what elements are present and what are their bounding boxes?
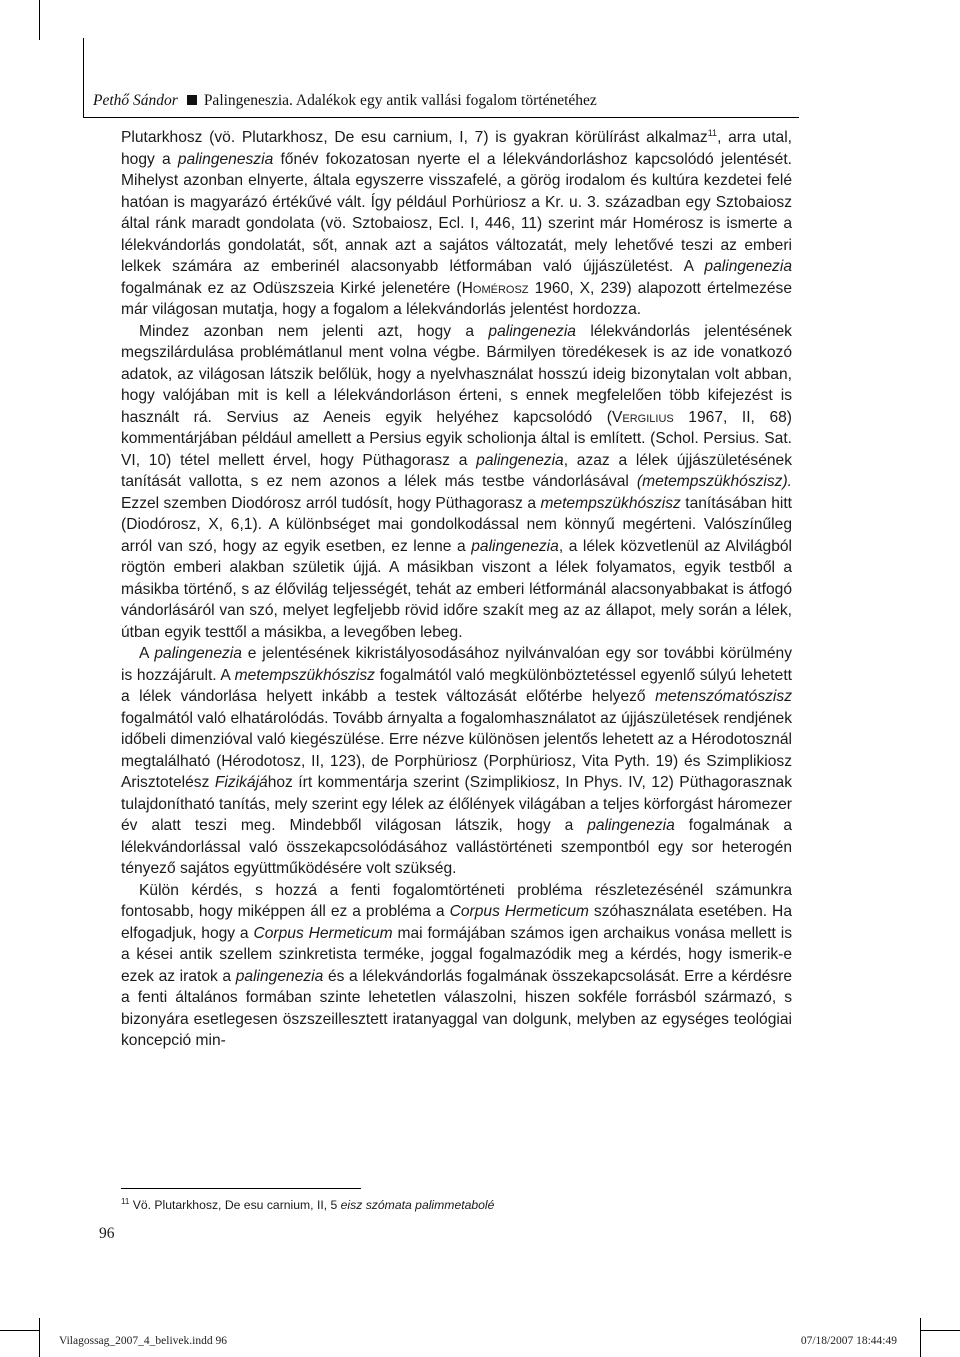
crop-mark (83, 38, 84, 118)
paragraph-3 (121, 643, 792, 880)
text-run: 1960, X, 239) alapozott értelmezése már világosan mutatja, hogy a fogalom a lélekvándorlás jelentést hordozza. (121, 279, 793, 318)
text-run: és a lélekvándorlás fogalmának összekapcsolását. Erre a kérdésre a fenti általános formában szinte lehetetlen válaszolni, hiszen sokféle forrásból származó, s bizonyára esetlegesen öszszeillesztett iratanyaggal van dolgunk, melyben az egységes teológiai koncepció min- (121, 967, 792, 1049)
italic-term: Fizikájá (214, 774, 268, 791)
crop-mark (0, 1330, 40, 1331)
italic-term: palingenezia (235, 967, 324, 985)
footnote-rule (121, 1188, 361, 1189)
text-run: Külön kérdés, s hozzá a fenti fogalomtörténeti probléma részletezésénél számunkra fontosabb, hogy miképpen áll ez a probléma a (121, 881, 792, 920)
crop-mark (920, 1330, 960, 1331)
text-run: lélekvándorlás jelentésének megszilárdulása problémátlanul ment volna végbe. Bármilyen töredékesek is az ide vonatkozó adatok, az világosan látszik belőlük, hogy a nyelvhasználat hosszú ideig bizonytalan volt abban, hogy valójában mit is kell a lélekvándorláson érteni, s ennek megfelelően több kifejezést is használt rá. Servius az Aeneis egyik helyéhez kapcsolódó ( (121, 322, 792, 426)
paragraph-4 (121, 880, 792, 1052)
text-run: e jelentésének kikristályosodásához nyilvánvalóan egy sor további körülmény is hozzájárult. A (121, 645, 792, 684)
paragraph-1 (121, 127, 792, 321)
text-run: , azaz a lélek újjászületésének tanítását vallotta, s ez nem azonos a lélek más testbe vándorlásával (121, 451, 793, 490)
text-run: A (139, 645, 155, 662)
italic-term: palingenezia (154, 645, 242, 662)
paragraph-2 (121, 321, 792, 644)
text-run: tanításában hitt (Diodórosz, X, 6,1). A különbséget mai gondolkodással nem könnyű megérteni. Valószínűleg arról van szó, hogy az egyik esetben, ez lenne a (121, 494, 792, 555)
italic-term: metempszükhószisz (234, 666, 375, 684)
header-author: Pethő Sándor (93, 92, 178, 109)
square-bullet-icon (187, 95, 197, 105)
footnote-number: 11 (121, 1197, 130, 1206)
text-run: fogalmától való elhatárolódás. Tovább árnyalta a fogalomhasználatot az újjászületések rendjének időbeli dimenzióval való kiegészülése. Erre nézve különösen jelentős lehetett az a Hérodotosznál megtalálható (Hérodotosz, II, 123), de Porphüriosz (Porphüriosz, Vita Pyth. 19) és Szimplikiosz Arisztotelész (121, 709, 792, 791)
italic-term: metempszükhószisz (540, 494, 681, 512)
text-run: , arra utal, hogy a (121, 129, 792, 168)
text-run: , a lélek közvetlenül az Alvilágból rögtön emberi alakban születik újjá. A másikban viszont a lélek folyamatos, egyik testből a másikba történő, s az élővilág teljességét, tehát az emberi létformánál alacsonyabbakat is átfogó vándorlásáról van szó, melyet legfeljebb rövid időre szakít meg az az állapot, mely során a lélek, útban egyik testtől a másikba, a levegőben lebeg. (121, 537, 792, 641)
italic-term: palingenezia (476, 451, 564, 469)
italic-term: Corpus Hermeticum (253, 924, 393, 942)
header-rule (83, 117, 799, 118)
text-run: főnév fokozatosan nyerte el a lélekvándorláshoz kapcsolódó jelentését. Mihelyst azonban elnyerte, általa egyszerre visszafelé, a görög irodalom és kultúra kezdetei felé hatóan is magyarázó értékűvé vált. Így például Porhüriosz a Kr. u. 3. században egy Sztobaiosz által ránk maradt gondolata (vö. Sztobaiosz, Ecl. I, 446, 11) szerint már Homérosz is ismerte a lélekvándorlás gondolatát, sőt, annak azt a sajátos változatát, mely lehetővé teszi az emberi lelkek számára az emberinél alacsonyabb létformában való újjászületést. A (121, 150, 792, 275)
footnote (121, 1197, 792, 1213)
footnote-text: Vö. Plutarkhosz, De esu carnium, II, 5 (129, 1198, 341, 1212)
italic-term: metenszómatószisz (655, 688, 792, 705)
text-run: fogalmának ez az Odüszszeia Kirké jelenetére ( (121, 279, 462, 297)
crop-mark (920, 1318, 921, 1357)
text-run: szóhasználata esetében. Ha elfogadjuk, hogy a (121, 903, 792, 942)
crop-mark (39, 0, 40, 40)
italic-term: palingenezia (704, 258, 792, 275)
text-run: fogalmától való megkülönböztetéssel egyenlő súlyú lehetett a lélek vándorlása helyett inkább a testek változását előtérbe helyező (121, 666, 792, 705)
text-run: hoz írt kommentárja szerint (Szimplikiosz, In Phys. IV, 12) Püthagorasznak tulajdonítható tanítás, mely szerint egy lélek az élőlények világában a teljes körforgást háromezer év alatt teszi meg. Mindebből világosan látszik, hogy a (121, 774, 792, 834)
small-caps-author: Homérosz (461, 279, 529, 297)
text-run: 1967, II, 68) kommentárjában például amellett a Persius egyik scholionja által is említett. (Schol. Persius. Sat. VI, 10) tétel mellett érvel, hogy Püthagorasz a (121, 408, 792, 469)
italic-term: palingenezia (587, 817, 675, 834)
text-run: Mindez azonban nem jelenti azt, hogy a (139, 322, 489, 340)
body-text (121, 127, 792, 1052)
italic-term: palingenezia (471, 537, 559, 555)
running-header (93, 92, 793, 110)
text-run: fogalmának a lélekvándorlással való összekapcsolódásához vallástörténeti szempontból egy sor heterogén tényező sajátos együttműködésére volt szükség. (121, 817, 792, 877)
page-number: 96 (99, 1225, 115, 1242)
small-caps-author: Vergilius (611, 408, 674, 426)
text-run: mai formájában számos igen archaikus vonása mellett is a kései antik szellem szinkretista terméke, joggal fogalmazódik meg a kérdés, hogy ismerik-e ezek az iratok a (121, 924, 792, 985)
italic-term: palingeneszia (177, 150, 274, 168)
text-run: Plutarkhosz (vö. Plutarkhosz, De esu carnium, I, 7) is gyakran körülírást alkalmaz (121, 129, 708, 146)
italic-term: Corpus Hermeticum (449, 903, 589, 920)
slug-timestamp: 07/18/2007 18:44:49 (800, 1335, 897, 1347)
italic-term: (metempszükhószisz). (636, 473, 792, 490)
text-run: Ezzel szemben Diodórosz arról tudósít, hogy Püthagorasz a (121, 494, 541, 512)
italic-term: palingenezia (488, 322, 576, 340)
crop-mark (39, 1318, 40, 1357)
slug-filename: Vilagossag_2007_4_belivek.indd 96 (59, 1335, 227, 1347)
footnote-italic: eisz szómata palimmetabolé (340, 1198, 495, 1212)
footnote-ref: 11 (707, 128, 718, 138)
header-title: Palingeneszia. Adalékok egy antik vallási fogalom történetéhez (203, 92, 597, 109)
